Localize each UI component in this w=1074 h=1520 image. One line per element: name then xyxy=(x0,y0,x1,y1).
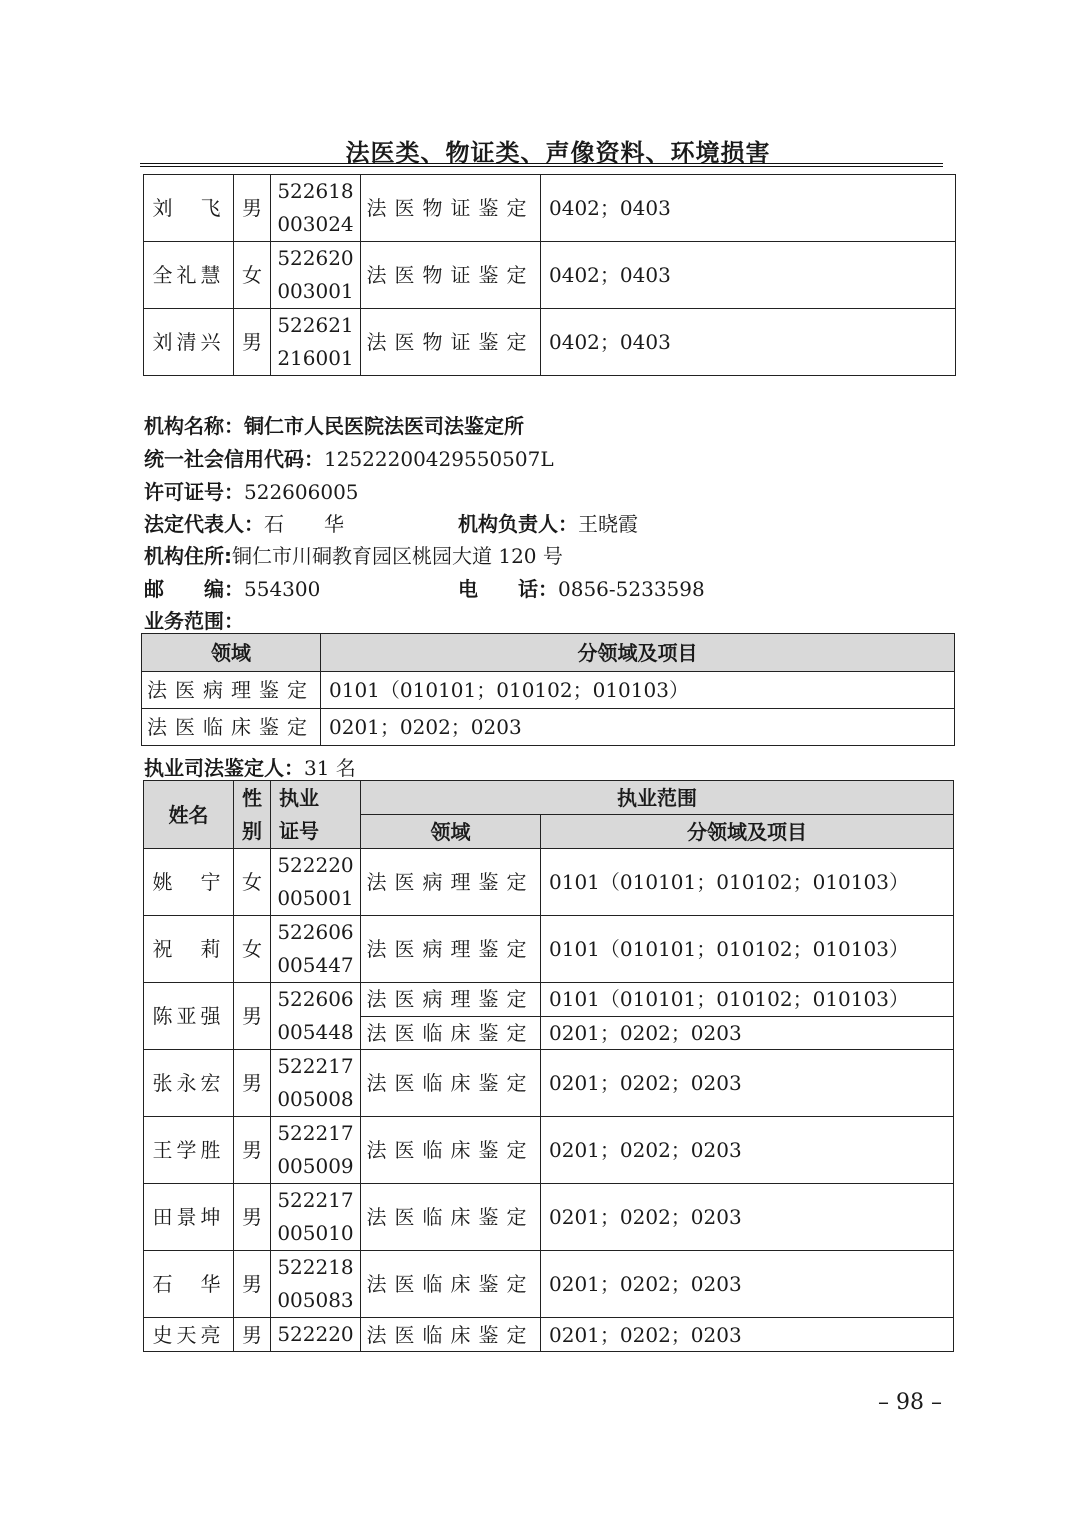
col-header-cert: 执业 证号 xyxy=(271,781,361,849)
person-cert: 522217 005008 xyxy=(271,1050,361,1117)
person-gender: 男 xyxy=(234,309,271,376)
institution-name-line: 机构名称：铜仁市人民医院法医司法鉴定所 xyxy=(144,414,524,438)
institution-name: 铜仁市人民医院法医司法鉴定所 xyxy=(244,414,524,438)
table-row xyxy=(144,1117,954,1184)
person-items: 0402；0403 xyxy=(541,175,956,242)
scope-domain: 法医临床鉴定 xyxy=(142,709,321,746)
head-line: 机构负责人：王晓霞 xyxy=(458,512,638,536)
person-domain: 法医物证鉴定 xyxy=(361,175,541,242)
staff-count: 31 名 xyxy=(304,756,356,780)
person-name: 王学胜 xyxy=(144,1117,234,1184)
person-name: 祝 莉 xyxy=(144,916,234,983)
person-items: 0201；0202；0203 xyxy=(541,1318,954,1352)
table-row xyxy=(142,709,955,746)
person-gender: 女 xyxy=(234,849,271,916)
address: 铜仁市川硐教育园区桃园大道 120 号 xyxy=(232,544,563,568)
table-row xyxy=(144,242,956,309)
person-items: 0201；0202；0203 xyxy=(541,1050,954,1117)
person-domain: 法医病理鉴定 xyxy=(361,849,541,916)
person-items: 0402；0403 xyxy=(541,242,956,309)
person-items: 0101（010101；010102；010103） xyxy=(541,916,954,983)
col-header-items: 分领域及项目 xyxy=(321,634,955,672)
person-items: 0402；0403 xyxy=(541,309,956,376)
table-row xyxy=(144,1050,954,1117)
person-cert: 522620 003001 xyxy=(271,242,361,309)
table-row xyxy=(144,916,954,983)
person-cert: 522217 005009 xyxy=(271,1117,361,1184)
table-header-row xyxy=(144,781,954,815)
person-name: 全礼慧 xyxy=(144,242,234,309)
person-domain: 法医临床鉴定 xyxy=(361,1117,541,1184)
address-line: 机构住所:铜仁市川硐教育园区桃园大道 120 号 xyxy=(144,544,563,568)
person-name: 刘清兴 xyxy=(144,309,234,376)
header-rule xyxy=(140,163,943,167)
table-row xyxy=(142,672,955,709)
col-header-scope: 执业范围 xyxy=(361,781,954,815)
person-gender: 女 xyxy=(234,242,271,309)
person-gender: 男 xyxy=(234,1318,271,1352)
person-items: 0201；0202；0203 xyxy=(541,1117,954,1184)
credit-code: 12522200429550507L xyxy=(324,447,554,471)
business-scope-table xyxy=(141,633,955,746)
person-items: 0101（010101；010102；010103） xyxy=(541,849,954,916)
person-cert: 522618 003024 xyxy=(271,175,361,242)
person-items-2: 0201；0202；0203 xyxy=(541,1016,954,1050)
legal-representative: 石 华 xyxy=(264,512,344,536)
person-gender: 女 xyxy=(234,916,271,983)
postcode-line: 邮 编：554300 xyxy=(144,577,321,601)
table-row xyxy=(144,849,954,916)
person-domain: 法医临床鉴定 xyxy=(361,1184,541,1251)
table-row xyxy=(144,309,956,376)
col-header-items: 分领域及项目 xyxy=(541,815,954,849)
person-gender: 男 xyxy=(234,1050,271,1117)
col-header-domain: 领域 xyxy=(142,634,321,672)
table-row xyxy=(144,1251,954,1318)
scope-items: 0101（010101；010102；010103） xyxy=(321,672,955,709)
page-header-title: 法医类、物证类、声像资料、环境损害 xyxy=(345,139,771,167)
person-cert: 522217 005010 xyxy=(271,1184,361,1251)
person-cert: 522220 xyxy=(271,1318,361,1352)
person-gender: 男 xyxy=(234,175,271,242)
person-gender: 男 xyxy=(234,1251,271,1318)
license-number: 522606005 xyxy=(244,480,359,504)
scope-items: 0201；0202；0203 xyxy=(321,709,955,746)
scope-domain: 法医病理鉴定 xyxy=(142,672,321,709)
license-line: 许可证号：522606005 xyxy=(144,480,359,504)
person-name: 田景坤 xyxy=(144,1184,234,1251)
table-row xyxy=(144,175,956,242)
person-items: 0201；0202；0203 xyxy=(541,1251,954,1318)
col-header-domain: 领域 xyxy=(361,815,541,849)
person-cert: 522606 005448 xyxy=(271,983,361,1050)
phone: 0856-5233598 xyxy=(558,577,705,601)
person-name: 石 华 xyxy=(144,1251,234,1318)
institution-head: 王晓霞 xyxy=(578,512,638,536)
col-header-gender: 性 别 xyxy=(234,781,271,849)
person-domain: 法医临床鉴定 xyxy=(361,1318,541,1352)
person-domain: 法医临床鉴定 xyxy=(361,1050,541,1117)
person-cert: 522606 005447 xyxy=(271,916,361,983)
person-name: 陈亚强 xyxy=(144,983,234,1050)
table-row xyxy=(144,1184,954,1251)
person-gender: 男 xyxy=(234,983,271,1050)
person-cert: 522220 005001 xyxy=(271,849,361,916)
person-domain: 法医物证鉴定 xyxy=(361,309,541,376)
person-items: 0201；0202；0203 xyxy=(541,1184,954,1251)
person-domain: 法医临床鉴定 xyxy=(361,1251,541,1318)
person-domain: 法医病理鉴定 xyxy=(361,983,541,1017)
representative-line: 法定代表人：石 华 xyxy=(144,512,344,536)
person-cert: 522621 216001 xyxy=(271,309,361,376)
person-name: 刘 飞 xyxy=(144,175,234,242)
page-number: – 98 – xyxy=(878,1390,942,1415)
credit-code-line: 统一社会信用代码：12522200429550507L xyxy=(144,447,554,471)
person-name: 姚 宁 xyxy=(144,849,234,916)
postcode: 554300 xyxy=(244,577,321,601)
table-header-row xyxy=(142,634,955,672)
continued-staff-table xyxy=(143,174,956,376)
person-name: 张永宏 xyxy=(144,1050,234,1117)
scope-label: 业务范围： xyxy=(144,609,244,633)
person-gender: 男 xyxy=(234,1184,271,1251)
staff-count-line: 执业司法鉴定人：31 名 xyxy=(144,756,356,780)
phone-line: 电 话：0856-5233598 xyxy=(458,577,705,601)
person-cert: 522218 005083 xyxy=(271,1251,361,1318)
staff-table xyxy=(143,780,954,1352)
person-domain-2: 法医临床鉴定 xyxy=(361,1016,541,1050)
table-row xyxy=(144,983,954,1017)
person-name: 史天亮 xyxy=(144,1318,234,1352)
col-header-name: 姓名 xyxy=(144,781,234,849)
person-domain: 法医物证鉴定 xyxy=(361,242,541,309)
person-items: 0101（010101；010102；010103） xyxy=(541,983,954,1017)
person-domain: 法医病理鉴定 xyxy=(361,916,541,983)
table-row xyxy=(144,1318,954,1352)
person-gender: 男 xyxy=(234,1117,271,1184)
